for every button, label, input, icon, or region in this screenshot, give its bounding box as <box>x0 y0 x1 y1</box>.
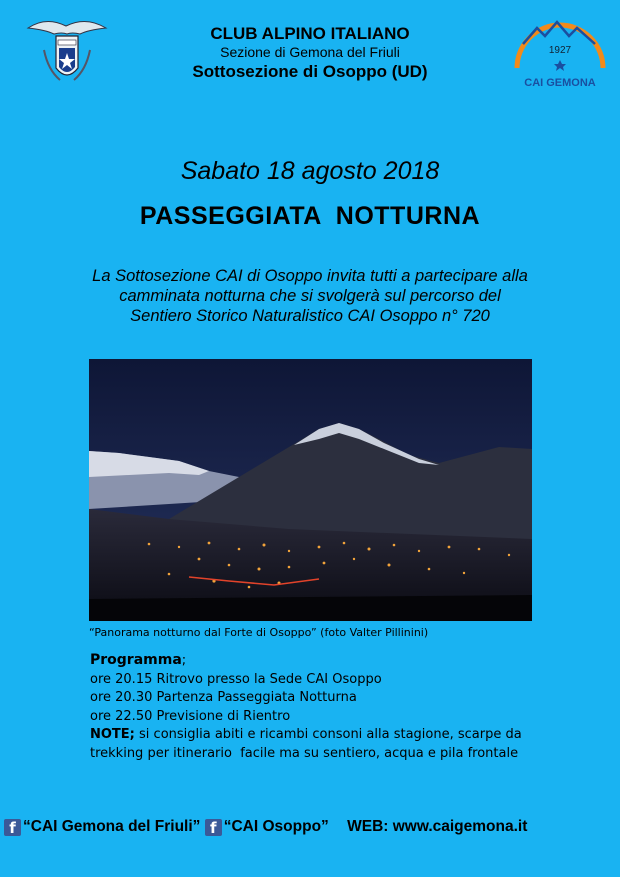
programme-item: ore 20.15 Ritrovo presso la Sede CAI Osoppo <box>90 671 382 687</box>
note-label: NOTE; <box>90 727 135 742</box>
intro-line: Sentiero Storico Naturalistico CAI Osoppo n° 720 <box>130 307 490 325</box>
cai-gemona-logo <box>511 6 609 96</box>
website-link[interactable]: WEB: www.caigemona.it <box>347 818 528 835</box>
intro-line: camminata notturna che si svolgerà sul percorso del <box>119 287 501 305</box>
facebook-link-osoppo[interactable] <box>205 818 329 836</box>
note-line: trekking per itinerario facile ma su sentiero, acqua e pila frontale <box>90 745 519 761</box>
cai-logo <box>26 10 108 90</box>
section-name: Sezione di Gemona del Friuli <box>220 44 400 60</box>
event-title: PASSEGGIATA NOTTURNA <box>139 202 481 230</box>
event-intro <box>20 266 600 326</box>
event-date: Sabato 18 agosto 2018 <box>180 157 440 185</box>
programme-heading-suffix: ; <box>181 653 187 668</box>
cai-gemona-mountain-icon <box>511 6 609 96</box>
photo-caption: “Panorama notturno dal Forte di Osoppo” (foto Valter Pillinini) <box>89 626 429 639</box>
facebook-link-gemona[interactable] <box>4 818 200 836</box>
night-panorama-photo <box>89 359 532 621</box>
footer <box>4 818 616 840</box>
night-mountain-illustration <box>89 359 532 621</box>
programme-item: ore 20.30 Partenza Passeggiata Notturna <box>90 690 357 705</box>
facebook-page-name: “CAI Gemona del Friuli” <box>23 818 201 835</box>
note-line: si consiglia abiti e ricambi consoni alla stagione, scarpe da <box>134 727 522 742</box>
cai-star-shield-icon <box>26 10 108 90</box>
programme <box>90 651 610 763</box>
facebook-icon: f <box>4 819 21 836</box>
svg-text:1927: 1927 <box>548 45 572 56</box>
svg-text:CAI GEMONA: CAI GEMONA <box>524 77 596 89</box>
subsection-name: Sottosezione di Osoppo (UD) <box>192 62 428 81</box>
facebook-icon: f <box>205 819 222 836</box>
programme-heading: Programma <box>90 652 182 668</box>
club-title: CLUB ALPINO ITALIANO <box>210 24 410 43</box>
facebook-page-name: “CAI Osoppo” <box>223 818 329 835</box>
programme-item: ore 22.50 Previsione di Rientro <box>90 708 291 724</box>
intro-line: La Sottosezione CAI di Osoppo invita tutti a partecipare alla <box>92 267 528 285</box>
